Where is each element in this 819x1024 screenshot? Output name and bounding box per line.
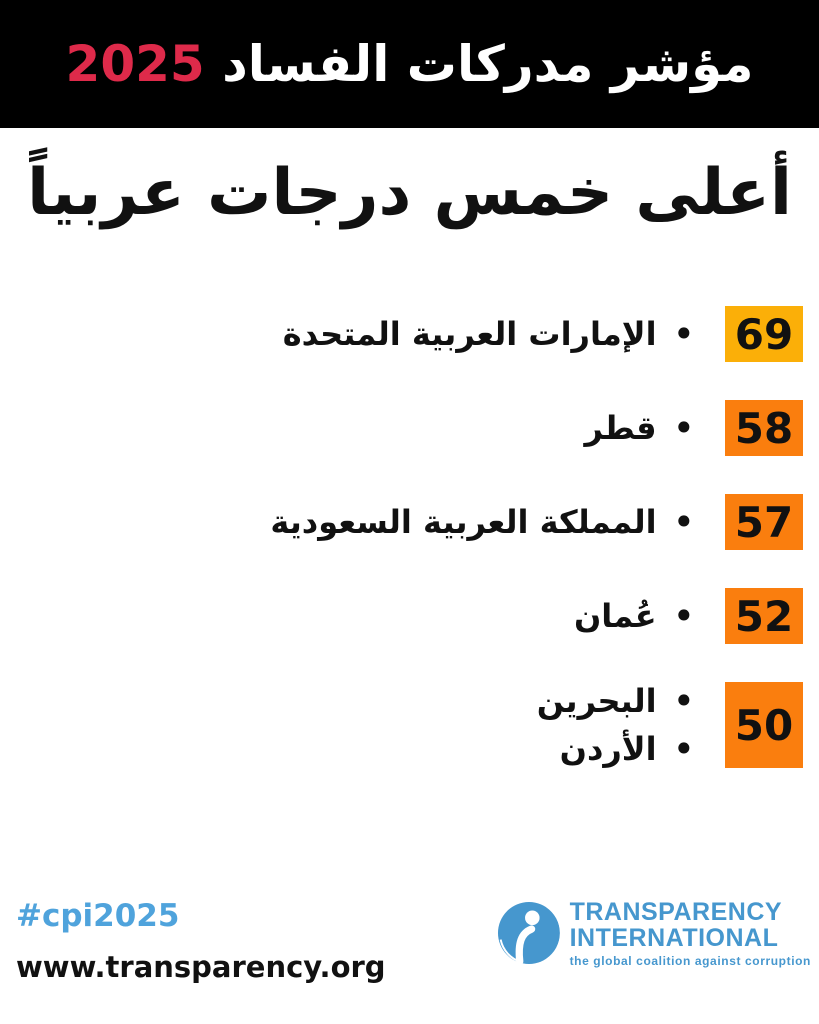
list-item	[283, 306, 803, 362]
score-badge: 50	[725, 682, 803, 768]
country-group	[573, 594, 695, 638]
score-badge: 52	[725, 588, 803, 644]
country-group	[270, 500, 695, 544]
country-group	[584, 406, 695, 450]
list-item	[270, 494, 803, 550]
bullet-icon: •	[672, 594, 695, 638]
list-item	[574, 588, 803, 644]
country-line	[536, 679, 695, 723]
header-bar	[0, 0, 819, 128]
country-name: عُمان	[573, 597, 657, 635]
score-badge: 58	[725, 400, 803, 456]
bullet-icon: •	[672, 312, 695, 356]
country-name: الأردن	[559, 730, 657, 768]
bullet-icon: •	[672, 500, 695, 544]
country-line	[573, 594, 695, 638]
bullet-icon: •	[672, 679, 695, 723]
score-list	[270, 306, 803, 771]
header-year: 2025	[65, 35, 205, 93]
score-badge: 69	[725, 306, 803, 362]
page-title: أعلى خمس درجات عربياً	[27, 156, 792, 230]
country-name: المملكة العربية السعودية	[270, 503, 657, 541]
globe-figure-icon	[496, 900, 562, 970]
logo-text-block	[570, 900, 811, 968]
list-item	[585, 400, 803, 456]
country-name: البحرين	[536, 682, 657, 720]
country-line	[537, 727, 695, 771]
header-title-text: مؤشر مدركات الفساد	[222, 35, 754, 93]
bullet-icon: •	[672, 406, 695, 450]
country-line	[282, 312, 695, 356]
country-name: الإمارات العربية المتحدة	[282, 315, 657, 353]
country-line	[270, 500, 695, 544]
header-title	[66, 35, 754, 93]
score-badge: 57	[725, 494, 803, 550]
website-url: www.transparency.org	[16, 950, 386, 984]
logo-line1: TRANSPARENCY	[569, 898, 783, 926]
list-item	[536, 679, 803, 771]
transparency-international-logo	[496, 900, 811, 970]
country-line	[584, 406, 695, 450]
country-name: قطر	[584, 409, 657, 447]
logo-line2: INTERNATIONAL	[569, 923, 779, 952]
country-group	[282, 312, 695, 356]
campaign-hashtag: #cpi2025	[16, 898, 180, 934]
logo-tagline: the global coalition against corruption	[569, 954, 811, 968]
country-group	[536, 679, 695, 771]
bullet-icon: •	[672, 727, 695, 771]
